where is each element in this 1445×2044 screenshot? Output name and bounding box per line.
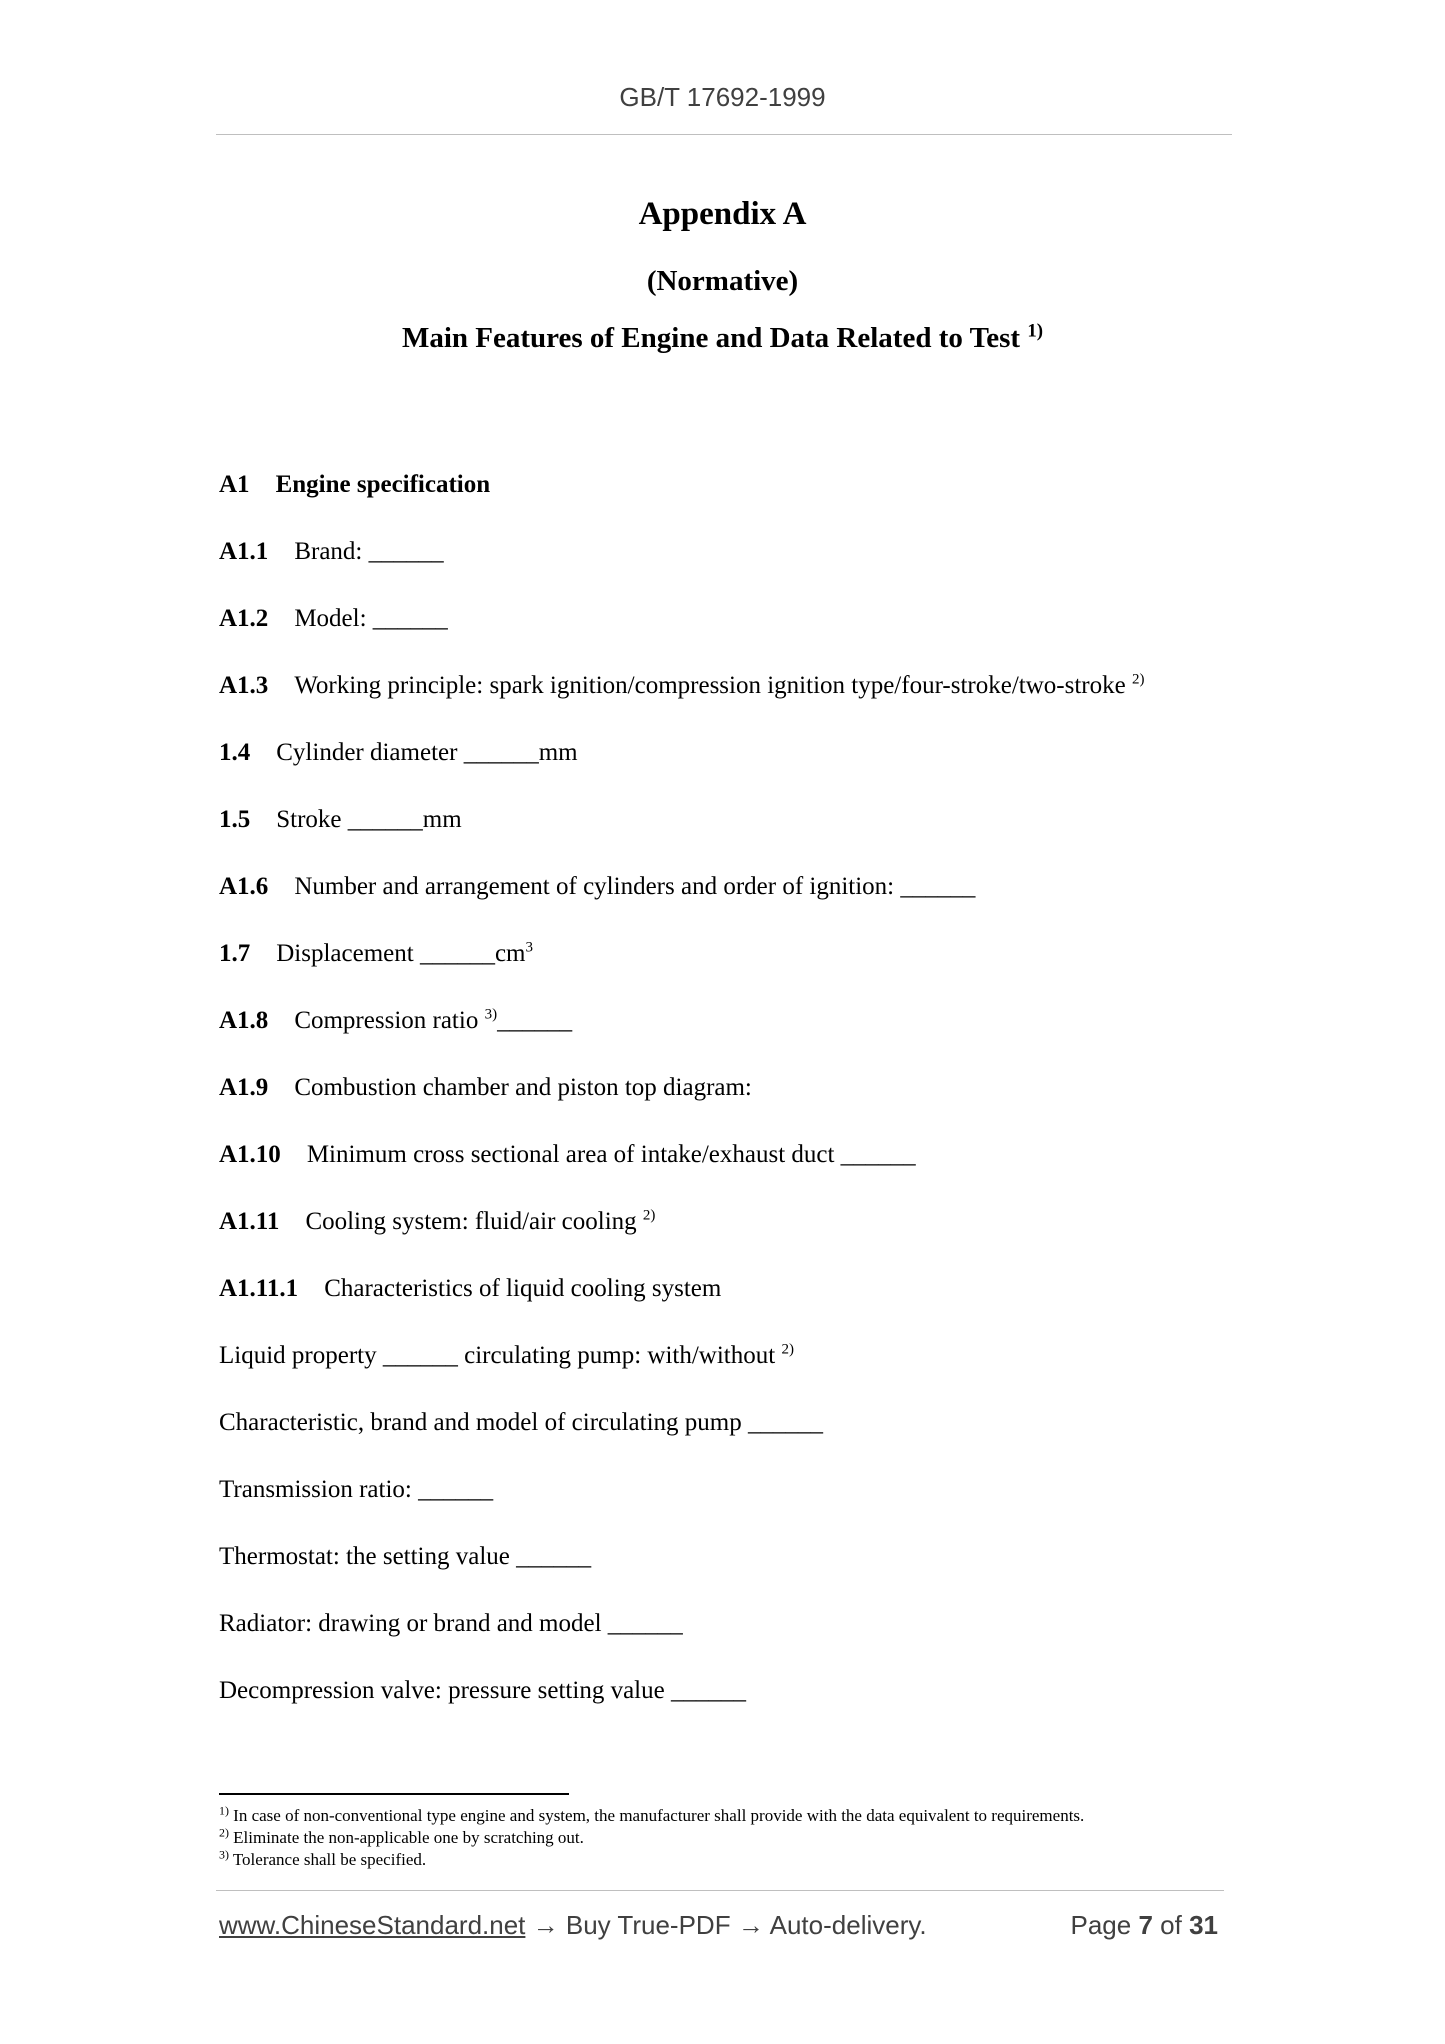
item-text: Compression ratio: [294, 1007, 479, 1034]
item-text: Cylinder diameter ______mm: [276, 739, 578, 766]
appendix-normative: (Normative): [646, 265, 799, 297]
header-doc-id: GB/T 17692-1999: [619, 82, 826, 112]
item-number: A1.6: [219, 873, 269, 900]
footnote-rule: [219, 1793, 569, 1795]
footer-link[interactable]: www.ChineseStandard.net: [219, 1910, 526, 1940]
footnote-ref: 2): [642, 1207, 656, 1224]
item-a1-1: [219, 538, 444, 566]
footnote-text: In case of non-conventional type engine and system, the manufacturer shall provide with the data equivalent to requirements.: [233, 1806, 1085, 1825]
item-a1-3: [219, 672, 1144, 700]
item-number: A1.11.1: [219, 1275, 299, 1302]
item-a1-11: [219, 1208, 655, 1236]
page-current: 7: [1138, 1910, 1153, 1940]
item-number: 1.5: [219, 806, 251, 833]
footer-buy-text: Buy True-PDF: [565, 1910, 731, 1940]
item-text: Minimum cross sectional area of intake/exhaust duct ______: [306, 1141, 916, 1168]
item-number: A1.8: [219, 1007, 269, 1034]
item-number: A1: [219, 471, 250, 498]
item-text: Number and arrangement of cylinders and order of ignition: ______: [294, 873, 976, 900]
item-number: 1.4: [219, 739, 251, 766]
thermostat-line: Thermostat: the setting value ______: [219, 1543, 592, 1570]
item-number: 1.7: [219, 940, 251, 967]
footnote-3: [219, 1847, 427, 1870]
item-text: Engine specification: [275, 471, 491, 498]
item-a1-9: [219, 1074, 752, 1102]
item-1-4: [219, 739, 578, 767]
item-a1-2: [219, 605, 448, 633]
footer-delivery-text: Auto-delivery.: [769, 1910, 927, 1940]
footnote-text: Tolerance shall be specified.: [232, 1850, 427, 1869]
item-a1: [219, 471, 490, 499]
item-number: A1.1: [219, 538, 269, 565]
decompression-valve-line: Decompression valve: pressure setting value ______: [219, 1677, 746, 1704]
item-number: A1.10: [219, 1141, 281, 1168]
header-rule: [216, 134, 1232, 135]
footnote-ref: 1): [1027, 320, 1044, 342]
footnote-ref: 2): [1131, 671, 1145, 688]
item-text: Cooling system: fluid/air cooling: [305, 1208, 637, 1235]
footnote-1: [219, 1803, 1085, 1826]
item-number: A1.11: [219, 1208, 280, 1235]
circulating-pump-line: Characteristic, brand and model of circulating pump ______: [219, 1409, 823, 1436]
transmission-ratio-line: Transmission ratio: ______: [219, 1476, 494, 1503]
arrow-right-icon: →: [737, 1910, 764, 1940]
appendix-subtitle-text: Main Features of Engine and Data Related to Test: [401, 322, 1021, 354]
footnote-2: [219, 1825, 584, 1848]
footnote-ref: 3): [484, 1006, 498, 1023]
footnote-mark: 2): [219, 1825, 229, 1840]
item-text: Displacement ______cm: [276, 940, 526, 967]
item-1-7: [219, 940, 533, 968]
item-a1-6: [219, 873, 975, 901]
footnote-mark: 1): [219, 1803, 229, 1818]
line-text: Liquid property ______ circulating pump: with/without: [219, 1342, 776, 1369]
item-number: A1.3: [219, 672, 269, 699]
appendix-title: Appendix A: [638, 196, 807, 232]
footer-rule: [216, 1890, 1224, 1891]
footnote-ref: 2): [781, 1341, 794, 1358]
item-text: Stroke ______mm: [276, 806, 462, 833]
arrow-right-icon: →: [532, 1910, 559, 1940]
item-1-5: [219, 806, 462, 834]
footnote-text: Eliminate the non-applicable one by scratching out.: [233, 1828, 584, 1847]
page-total: 31: [1189, 1910, 1218, 1940]
item-number: A1.2: [219, 605, 269, 632]
item-text: Working principle: spark ignition/compression ignition type/four-stroke/two-stroke: [294, 672, 1126, 699]
item-text: Brand: ______: [294, 538, 444, 565]
item-a1-10: [219, 1141, 916, 1169]
item-text: Characteristics of liquid cooling system: [324, 1275, 722, 1302]
footer-page-number: [1070, 1910, 1218, 1941]
item-number: A1.9: [219, 1074, 269, 1101]
appendix-subtitle: [0, 322, 1445, 355]
item-a1-11-1: [219, 1275, 721, 1303]
footer-promo: [219, 1910, 927, 1941]
radiator-line: Radiator: drawing or brand and model ______: [219, 1610, 683, 1637]
item-text: Combustion chamber and piston top diagram:: [294, 1074, 752, 1101]
item-a1-8: [219, 1007, 572, 1035]
item-blank: ______: [497, 1007, 573, 1034]
page-label: Page: [1070, 1910, 1132, 1940]
liquid-property-line: [219, 1342, 794, 1370]
unit-exponent: 3: [525, 939, 533, 956]
page-of-label: of: [1160, 1910, 1182, 1940]
item-text: Model: ______: [294, 605, 448, 632]
footnote-mark: 3): [219, 1847, 229, 1862]
